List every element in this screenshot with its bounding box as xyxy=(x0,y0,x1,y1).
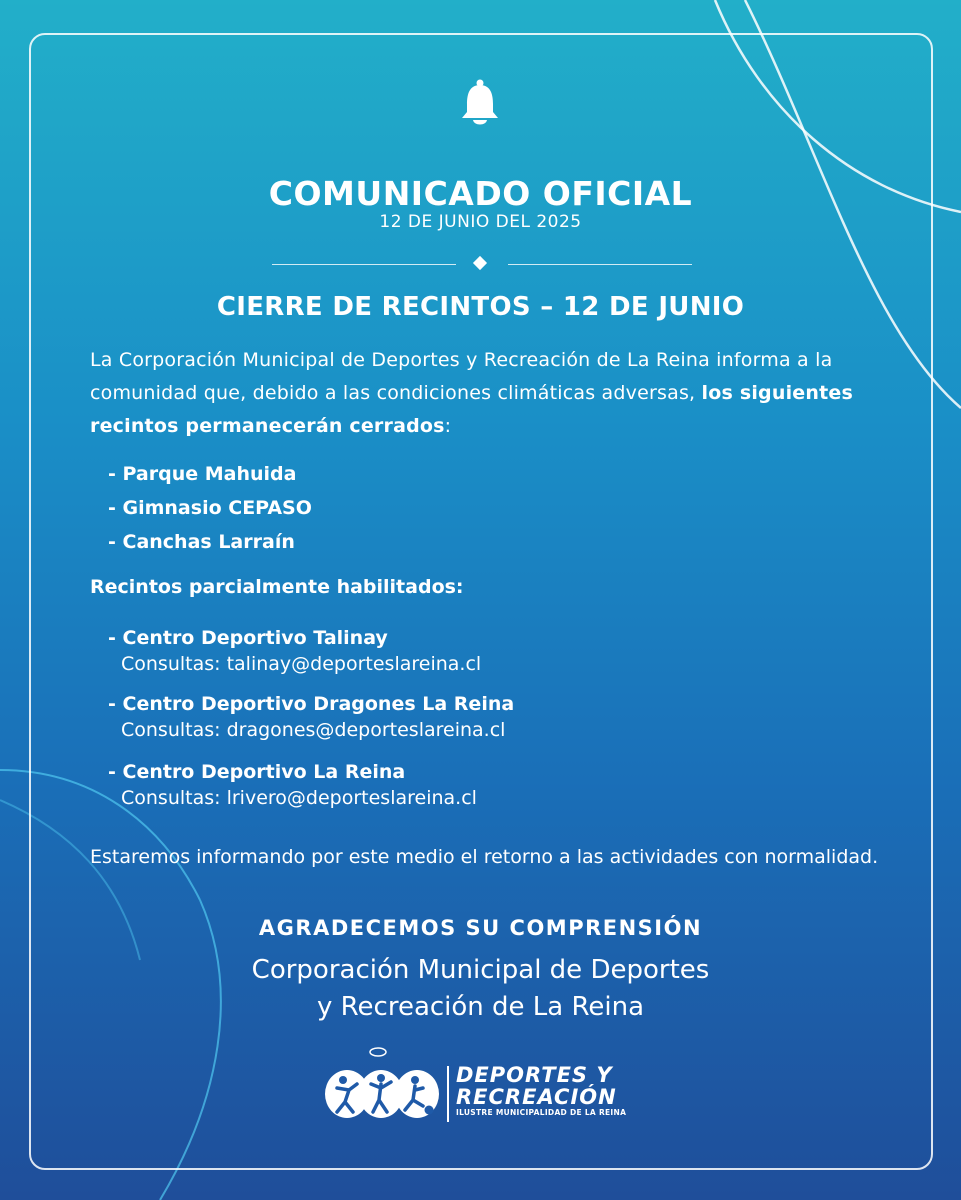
organization-line-1: Corporación Municipal de Deportes xyxy=(251,955,710,985)
organization-name xyxy=(0,952,961,1026)
logo-figures-icon xyxy=(323,1044,443,1124)
venue-name: - Centro Deportivo Talinay xyxy=(108,627,388,649)
venue-item xyxy=(108,625,481,677)
divider-left xyxy=(272,264,456,265)
closing-paragraph: Estaremos informando por este medio el retorno a las actividades con normalidad. xyxy=(90,846,879,868)
divider-right xyxy=(508,264,692,265)
intro-bold: los siguientes recintos permanecerán cerrados xyxy=(90,382,853,437)
venue-item xyxy=(108,759,477,811)
thanks-heading: AGRADECEMOS SU COMPRENSIÓN xyxy=(258,916,703,940)
intro-lead: La Corporación Municipal de Deportes y Recreación de La Reina informa a la comunidad que, debido a las condiciones climáticas adversas, xyxy=(90,349,833,404)
partial-venues-heading: Recintos parcialmente habilitados: xyxy=(90,576,464,598)
venue-contact: Consultas: dragones@deporteslareina.cl xyxy=(121,719,506,741)
logo-text-line-3: ILUSTRE MUNICIPALIDAD DE LA REINA xyxy=(456,1108,627,1117)
logo-text-line-2: RECREACIÓN xyxy=(456,1085,617,1109)
bell-icon xyxy=(458,78,502,128)
venue-contact: Consultas: lrivero@deporteslareina.cl xyxy=(121,787,477,809)
venue-name: - Centro Deportivo La Reina xyxy=(108,761,406,783)
logo-divider xyxy=(447,1066,449,1122)
publication-date: 12 DE JUNIO DEL 2025 xyxy=(379,212,582,232)
venue-name: - Centro Deportivo Dragones La Reina xyxy=(108,693,515,715)
intro-tail: : xyxy=(444,415,452,437)
list-item: - Parque Mahuida xyxy=(108,463,297,485)
closed-venues-list xyxy=(108,457,312,559)
venue-contact: Consultas: talinay@deporteslareina.cl xyxy=(121,653,482,675)
organization-line-2: y Recreación de La Reina xyxy=(316,992,645,1022)
page-title: COMUNICADO OFICIAL xyxy=(268,174,693,213)
list-item: - Gimnasio CEPASO xyxy=(108,497,312,519)
intro-paragraph xyxy=(90,344,890,443)
list-item: - Canchas Larraín xyxy=(108,531,295,553)
notice-subtitle: CIERRE DE RECINTOS – 12 DE JUNIO xyxy=(216,292,745,322)
venue-item xyxy=(108,691,514,743)
logo-text-line-1: DEPORTES Y xyxy=(456,1063,613,1087)
